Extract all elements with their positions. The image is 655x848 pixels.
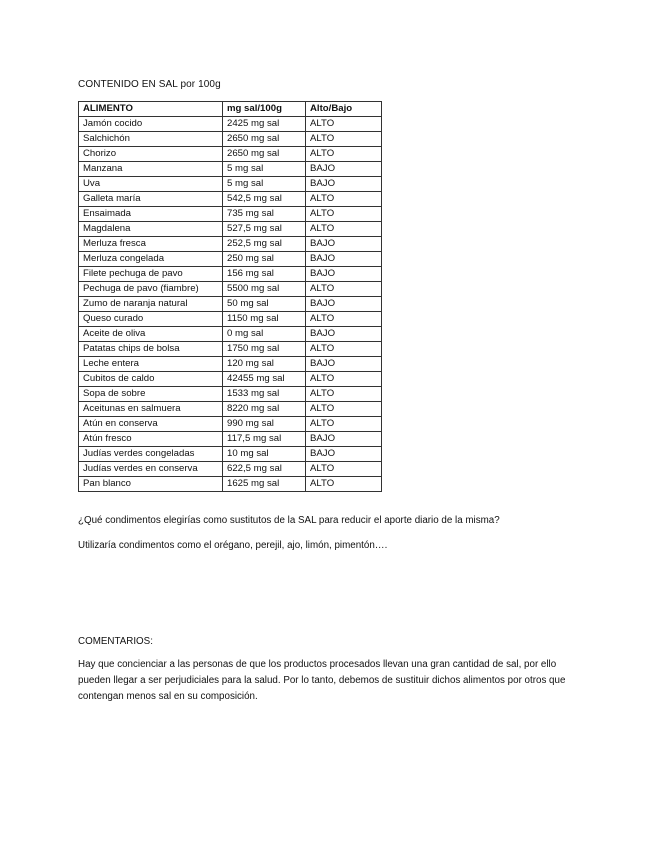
table-row <box>79 177 382 192</box>
level-cell: BAJO <box>306 237 382 252</box>
food-name-cell: Uva <box>79 177 223 192</box>
level-cell: ALTO <box>306 222 382 237</box>
table-body <box>79 117 382 492</box>
food-name-cell: Judías verdes en conserva <box>79 462 223 477</box>
salt-amount-cell: 1150 mg sal <box>223 312 306 327</box>
salt-amount-cell: 5 mg sal <box>223 162 306 177</box>
food-name-cell: Pechuga de pavo (fiambre) <box>79 282 223 297</box>
table-row <box>79 117 382 132</box>
salt-amount-cell: 10 mg sal <box>223 447 306 462</box>
level-cell: ALTO <box>306 147 382 162</box>
table-row <box>79 192 382 207</box>
food-name-cell: Cubitos de caldo <box>79 372 223 387</box>
level-cell: ALTO <box>306 207 382 222</box>
table-row <box>79 222 382 237</box>
salt-amount-cell: 1750 mg sal <box>223 342 306 357</box>
food-name-cell: Aceitunas en salmuera <box>79 402 223 417</box>
food-name-cell: Aceite de oliva <box>79 327 223 342</box>
table-title: CONTENIDO EN SAL por 100g <box>78 79 221 90</box>
table-row <box>79 267 382 282</box>
level-cell: ALTO <box>306 417 382 432</box>
table-row <box>79 312 382 327</box>
table-row <box>79 447 382 462</box>
header-alimento: ALIMENTO <box>79 102 223 117</box>
salt-amount-cell: 2650 mg sal <box>223 147 306 162</box>
salt-amount-cell: 50 mg sal <box>223 297 306 312</box>
food-name-cell: Filete pechuga de pavo <box>79 267 223 282</box>
level-cell: BAJO <box>306 357 382 372</box>
level-cell: ALTO <box>306 372 382 387</box>
table-row <box>79 372 382 387</box>
table-row <box>79 462 382 477</box>
table-row <box>79 297 382 312</box>
level-cell: ALTO <box>306 117 382 132</box>
level-cell: ALTO <box>306 132 382 147</box>
food-name-cell: Leche entera <box>79 357 223 372</box>
level-cell: ALTO <box>306 402 382 417</box>
food-name-cell: Queso curado <box>79 312 223 327</box>
table-row <box>79 387 382 402</box>
level-cell: ALTO <box>306 342 382 357</box>
salt-amount-cell: 250 mg sal <box>223 252 306 267</box>
food-name-cell: Sopa de sobre <box>79 387 223 402</box>
level-cell: ALTO <box>306 462 382 477</box>
table-row <box>79 402 382 417</box>
salt-amount-cell: 527,5 mg sal <box>223 222 306 237</box>
table-row <box>79 432 382 447</box>
food-name-cell: Judías verdes congeladas <box>79 447 223 462</box>
level-cell: BAJO <box>306 267 382 282</box>
table-row <box>79 417 382 432</box>
table-row <box>79 237 382 252</box>
food-name-cell: Pan blanco <box>79 477 223 492</box>
comments-body: Hay que concienciar a las personas de que los productos procesados llevan una gran cantidad de sal, por ello pueden llegar a ser perjudiciales para la salud. Por lo tanto, debemos de sustituir dichos alimentos por otros que contengan menos sal en su composición. <box>78 659 566 702</box>
salt-amount-cell: 5 mg sal <box>223 177 306 192</box>
level-cell: ALTO <box>306 387 382 402</box>
food-name-cell: Galleta maría <box>79 192 223 207</box>
food-name-cell: Atún fresco <box>79 432 223 447</box>
level-cell: ALTO <box>306 192 382 207</box>
salt-amount-cell: 252,5 mg sal <box>223 237 306 252</box>
salt-amount-cell: 622,5 mg sal <box>223 462 306 477</box>
table-row <box>79 342 382 357</box>
food-name-cell: Merluza congelada <box>79 252 223 267</box>
salt-amount-cell: 2425 mg sal <box>223 117 306 132</box>
food-name-cell: Zumo de naranja natural <box>79 297 223 312</box>
header-alto-bajo: Alto/Bajo <box>306 102 382 117</box>
level-cell: BAJO <box>306 447 382 462</box>
question-text: ¿Qué condimentos elegirías como sustitutos de la SAL para reducir el aporte diario de la misma? <box>78 515 500 526</box>
level-cell: ALTO <box>306 477 382 492</box>
food-name-cell: Magdalena <box>79 222 223 237</box>
food-name-cell: Manzana <box>79 162 223 177</box>
table-row <box>79 357 382 372</box>
level-cell: BAJO <box>306 177 382 192</box>
table-row <box>79 252 382 267</box>
table-header-row <box>79 102 382 117</box>
level-cell: ALTO <box>306 312 382 327</box>
salt-amount-cell: 990 mg sal <box>223 417 306 432</box>
table-row <box>79 162 382 177</box>
table-row <box>79 147 382 162</box>
salt-amount-cell: 735 mg sal <box>223 207 306 222</box>
level-cell: BAJO <box>306 432 382 447</box>
salt-amount-cell: 1533 mg sal <box>223 387 306 402</box>
level-cell: BAJO <box>306 327 382 342</box>
level-cell: BAJO <box>306 162 382 177</box>
level-cell: BAJO <box>306 297 382 312</box>
salt-amount-cell: 117,5 mg sal <box>223 432 306 447</box>
salt-amount-cell: 2650 mg sal <box>223 132 306 147</box>
level-cell: BAJO <box>306 252 382 267</box>
food-name-cell: Atún en conserva <box>79 417 223 432</box>
level-cell: ALTO <box>306 282 382 297</box>
salt-amount-cell: 5500 mg sal <box>223 282 306 297</box>
salt-amount-cell: 120 mg sal <box>223 357 306 372</box>
food-name-cell: Merluza fresca <box>79 237 223 252</box>
food-name-cell: Chorizo <box>79 147 223 162</box>
header-mg-sal: mg sal/100g <box>223 102 306 117</box>
food-name-cell: Salchichón <box>79 132 223 147</box>
salt-amount-cell: 8220 mg sal <box>223 402 306 417</box>
table-row <box>79 132 382 147</box>
table-row <box>79 207 382 222</box>
answer-text: Utilizaría condimentos como el orégano, perejil, ajo, limón, pimentón…. <box>78 540 388 551</box>
food-name-cell: Patatas chips de bolsa <box>79 342 223 357</box>
salt-content-table <box>78 101 382 492</box>
salt-amount-cell: 156 mg sal <box>223 267 306 282</box>
salt-amount-cell: 0 mg sal <box>223 327 306 342</box>
comments-heading: COMENTARIOS: <box>78 636 153 647</box>
table-row <box>79 282 382 297</box>
table-row <box>79 477 382 492</box>
food-name-cell: Ensaimada <box>79 207 223 222</box>
table-row <box>79 327 382 342</box>
salt-amount-cell: 542,5 mg sal <box>223 192 306 207</box>
salt-amount-cell: 1625 mg sal <box>223 477 306 492</box>
salt-amount-cell: 42455 mg sal <box>223 372 306 387</box>
food-name-cell: Jamón cocido <box>79 117 223 132</box>
